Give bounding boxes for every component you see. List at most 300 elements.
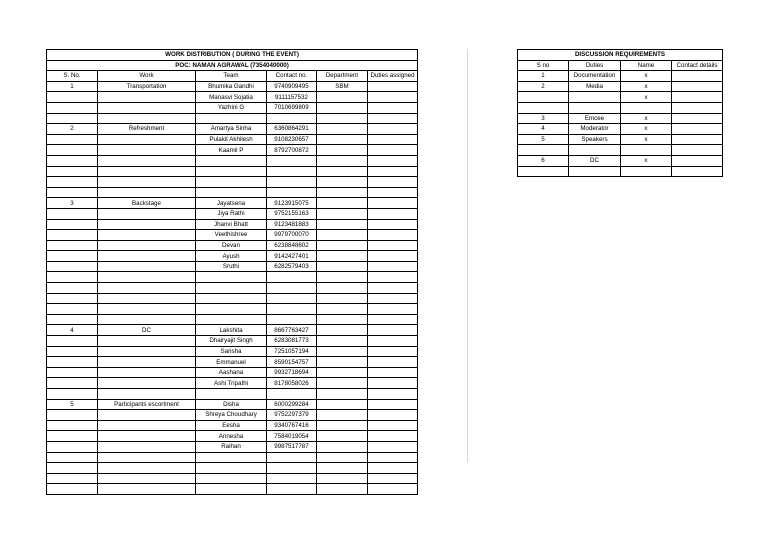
cell-team[interactable]: Shreya Choudhary xyxy=(196,410,267,421)
cell-sno[interactable] xyxy=(47,357,98,368)
cell-work[interactable] xyxy=(98,177,196,188)
cell-work[interactable]: Refreshment xyxy=(98,124,196,135)
cell-duties[interactable] xyxy=(368,155,418,166)
cell-department[interactable] xyxy=(317,357,368,368)
cell-sno[interactable] xyxy=(47,92,98,103)
cell-duties[interactable] xyxy=(368,124,418,135)
cell-team[interactable]: Annesha xyxy=(196,431,267,442)
cell-contact-details[interactable] xyxy=(672,166,723,177)
cell-work[interactable] xyxy=(98,463,196,474)
cell-sno[interactable] xyxy=(47,473,98,484)
cell-sno[interactable] xyxy=(47,251,98,262)
cell-contact-details[interactable] xyxy=(672,134,723,145)
cell-contact[interactable]: 6283081773 xyxy=(267,336,317,347)
cell-contact-details[interactable] xyxy=(672,155,723,166)
cell-sno[interactable]: 3 xyxy=(518,113,569,124)
cell-work[interactable] xyxy=(98,314,196,325)
cell-department[interactable] xyxy=(317,92,368,103)
cell-department[interactable] xyxy=(317,431,368,442)
cell-contact[interactable]: 6282579403 xyxy=(267,261,317,272)
cell-team[interactable] xyxy=(196,272,267,283)
cell-work[interactable] xyxy=(98,357,196,368)
table-row xyxy=(47,124,418,135)
cell-team[interactable]: Veethishree xyxy=(196,230,267,241)
cell-team[interactable] xyxy=(196,155,267,166)
cell-team[interactable] xyxy=(196,177,267,188)
cell-contact[interactable] xyxy=(267,283,317,294)
cell-work[interactable] xyxy=(98,346,196,357)
cell-team[interactable]: Jayatsena xyxy=(196,198,267,209)
cell-team[interactable]: Aashana xyxy=(196,367,267,378)
cell-department[interactable] xyxy=(317,198,368,209)
cell-sno[interactable] xyxy=(47,155,98,166)
cell-team[interactable]: Sarisha xyxy=(196,346,267,357)
cell-sno[interactable] xyxy=(47,304,98,315)
cell-department[interactable] xyxy=(317,177,368,188)
cell-department[interactable] xyxy=(317,463,368,474)
cell-duties[interactable] xyxy=(368,399,418,410)
cell-duties[interactable] xyxy=(368,240,418,251)
cell-department[interactable] xyxy=(317,240,368,251)
table-row xyxy=(518,166,723,177)
cell-sno[interactable] xyxy=(47,314,98,325)
cell-department[interactable] xyxy=(317,399,368,410)
cell-work[interactable] xyxy=(98,166,196,177)
cell-department[interactable] xyxy=(317,272,368,283)
cell-duties[interactable] xyxy=(368,230,418,241)
cell-duties[interactable] xyxy=(368,219,418,230)
header-sno[interactable]: S. No. xyxy=(47,71,98,82)
cell-sno[interactable]: 5 xyxy=(47,399,98,410)
cell-duties[interactable] xyxy=(368,484,418,495)
cell-duties[interactable] xyxy=(368,145,418,156)
cell-contact[interactable]: 9740909495 xyxy=(267,81,317,92)
cell-sno[interactable] xyxy=(47,208,98,219)
cell-work[interactable] xyxy=(98,261,196,272)
cell-work[interactable] xyxy=(98,219,196,230)
cell-duties[interactable] xyxy=(368,134,418,145)
cell-department[interactable] xyxy=(317,389,368,400)
cell-sno[interactable] xyxy=(47,441,98,452)
cell-sno[interactable] xyxy=(47,230,98,241)
table-row xyxy=(518,81,723,92)
cell-contact[interactable] xyxy=(267,187,317,198)
cell-team[interactable] xyxy=(196,113,267,124)
cell-team[interactable] xyxy=(196,166,267,177)
cell-contact[interactable] xyxy=(267,272,317,283)
cell-duties[interactable] xyxy=(368,283,418,294)
table-row xyxy=(518,102,723,113)
cell-sno[interactable] xyxy=(47,113,98,124)
cell-contact[interactable]: 7251057194 xyxy=(267,346,317,357)
cell-duties[interactable] xyxy=(368,357,418,368)
cell-contact[interactable]: 8590154757 xyxy=(267,357,317,368)
cell-team[interactable]: Bhumika Gandhi xyxy=(196,81,267,92)
header-duties[interactable]: Duties xyxy=(569,60,621,71)
table-row xyxy=(47,336,418,347)
cell-duties[interactable] xyxy=(368,187,418,198)
cell-contact[interactable]: 9111157532 xyxy=(267,92,317,103)
cell-contact[interactable]: 6360864291 xyxy=(267,124,317,135)
cell-sno[interactable] xyxy=(518,145,569,156)
cell-work[interactable] xyxy=(98,283,196,294)
cell-name[interactable]: x xyxy=(621,155,672,166)
cell-contact[interactable] xyxy=(267,177,317,188)
cell-department[interactable] xyxy=(317,484,368,495)
cell-contact-details[interactable] xyxy=(672,81,723,92)
cell-sno[interactable] xyxy=(518,102,569,113)
cell-contact[interactable]: 9979700070 xyxy=(267,230,317,241)
cell-department[interactable] xyxy=(317,441,368,452)
cell-department[interactable] xyxy=(317,219,368,230)
cell-duties[interactable] xyxy=(368,431,418,442)
cell-work[interactable]: Backstage xyxy=(98,198,196,209)
cell-team[interactable]: Ayush xyxy=(196,251,267,262)
cell-department[interactable] xyxy=(317,155,368,166)
cell-department[interactable] xyxy=(317,420,368,431)
cell-contact-details[interactable] xyxy=(672,71,723,82)
cell-sno[interactable] xyxy=(47,410,98,421)
cell-sno[interactable] xyxy=(518,92,569,103)
cell-work[interactable] xyxy=(98,187,196,198)
cell-department[interactable] xyxy=(317,102,368,113)
cell-department[interactable] xyxy=(317,304,368,315)
cell-team[interactable] xyxy=(196,389,267,400)
cell-work[interactable] xyxy=(98,410,196,421)
cell-sno[interactable] xyxy=(47,102,98,113)
cell-work[interactable] xyxy=(98,230,196,241)
cell-duties[interactable] xyxy=(368,293,418,304)
cell-duties[interactable] xyxy=(569,102,621,113)
cell-contact[interactable]: 9108230657 xyxy=(267,134,317,145)
cell-team[interactable]: Amartya Sinha xyxy=(196,124,267,135)
cell-team[interactable]: Disha xyxy=(196,399,267,410)
cell-sno[interactable] xyxy=(47,187,98,198)
cell-sno[interactable] xyxy=(47,177,98,188)
cell-duties[interactable] xyxy=(368,389,418,400)
cell-duties[interactable] xyxy=(368,410,418,421)
cell-work[interactable] xyxy=(98,473,196,484)
cell-department[interactable] xyxy=(317,208,368,219)
cell-duties[interactable]: Media xyxy=(569,81,621,92)
header-contact[interactable]: Contact no. xyxy=(267,71,317,82)
table-row xyxy=(47,208,418,219)
cell-department[interactable] xyxy=(317,336,368,347)
cell-department[interactable] xyxy=(317,145,368,156)
cell-duties[interactable] xyxy=(368,304,418,315)
cell-contact-details[interactable] xyxy=(672,92,723,103)
cell-sno[interactable] xyxy=(47,367,98,378)
cell-work[interactable]: DC xyxy=(98,325,196,336)
cell-contact[interactable] xyxy=(267,452,317,463)
cell-work[interactable] xyxy=(98,113,196,124)
cell-department[interactable] xyxy=(317,314,368,325)
cell-duties[interactable] xyxy=(368,81,418,92)
cell-duties[interactable] xyxy=(368,166,418,177)
cell-duties[interactable] xyxy=(368,336,418,347)
table-row xyxy=(47,251,418,262)
cell-duties[interactable] xyxy=(368,92,418,103)
cell-contact-details[interactable] xyxy=(672,145,723,156)
cell-work[interactable] xyxy=(98,441,196,452)
cell-contact[interactable]: 9752297379 xyxy=(267,410,317,421)
cell-duties[interactable] xyxy=(368,367,418,378)
cell-team[interactable]: Yazhini G xyxy=(196,102,267,113)
work-distribution-title[interactable]: WORK DISTRIBUTION ( DURING THE EVENT) xyxy=(47,50,418,61)
cell-duties[interactable] xyxy=(368,261,418,272)
table-title-row xyxy=(518,50,723,61)
cell-department[interactable] xyxy=(317,261,368,272)
cell-team[interactable] xyxy=(196,283,267,294)
cell-contact[interactable] xyxy=(267,473,317,484)
cell-name[interactable] xyxy=(621,166,672,177)
cell-team[interactable]: Ashi Tripathi xyxy=(196,378,267,389)
cell-name[interactable]: x xyxy=(621,92,672,103)
cell-duties[interactable] xyxy=(368,314,418,325)
cell-department[interactable] xyxy=(317,293,368,304)
cell-contact[interactable]: 6238848602 xyxy=(267,240,317,251)
cell-contact[interactable] xyxy=(267,314,317,325)
cell-department[interactable] xyxy=(317,113,368,124)
cell-duties[interactable] xyxy=(569,166,621,177)
cell-sno[interactable] xyxy=(47,452,98,463)
cell-duties[interactable]: Documentation xyxy=(569,71,621,82)
cell-contact[interactable]: 8178058026 xyxy=(267,378,317,389)
cell-team[interactable]: Pulakit Akhilesh xyxy=(196,134,267,145)
cell-work[interactable] xyxy=(98,251,196,262)
poc-label[interactable]: POC: NAMAN AGRAWAL (7354040000) xyxy=(47,60,418,71)
cell-team[interactable]: Dhairyajit Singh xyxy=(196,336,267,347)
cell-sno[interactable] xyxy=(47,283,98,294)
cell-duties[interactable]: DC xyxy=(569,155,621,166)
cell-team[interactable] xyxy=(196,187,267,198)
cell-contact[interactable] xyxy=(267,155,317,166)
cell-duties[interactable]: Speakers xyxy=(569,134,621,145)
cell-sno[interactable] xyxy=(47,240,98,251)
cell-duties[interactable] xyxy=(569,145,621,156)
header-team[interactable]: Team xyxy=(196,71,267,82)
cell-duties[interactable] xyxy=(368,113,418,124)
table-row xyxy=(47,452,418,463)
header-work[interactable]: Work xyxy=(98,71,196,82)
cell-sno[interactable] xyxy=(47,272,98,283)
cell-duties[interactable]: Emcee xyxy=(569,113,621,124)
cell-department[interactable] xyxy=(317,367,368,378)
cell-team[interactable]: Eesha xyxy=(196,420,267,431)
cell-contact[interactable]: 9987517787 xyxy=(267,441,317,452)
cell-department[interactable] xyxy=(317,166,368,177)
cell-work[interactable] xyxy=(98,272,196,283)
cell-contact[interactable]: 9932718694 xyxy=(267,367,317,378)
table-row xyxy=(47,145,418,156)
cell-team[interactable] xyxy=(196,293,267,304)
cell-department[interactable] xyxy=(317,124,368,135)
cell-duties[interactable] xyxy=(368,473,418,484)
cell-contact[interactable] xyxy=(267,484,317,495)
cell-team[interactable] xyxy=(196,314,267,325)
cell-duties[interactable] xyxy=(368,177,418,188)
header-duties[interactable]: Duties assigned xyxy=(368,71,418,82)
cell-work[interactable] xyxy=(98,240,196,251)
cell-work[interactable] xyxy=(98,378,196,389)
cell-duties[interactable] xyxy=(368,463,418,474)
cell-work[interactable] xyxy=(98,336,196,347)
cell-work[interactable] xyxy=(98,145,196,156)
cell-duties[interactable] xyxy=(368,272,418,283)
cell-work[interactable]: Participants escortment xyxy=(98,399,196,410)
cell-department[interactable] xyxy=(317,410,368,421)
cell-department[interactable] xyxy=(317,251,368,262)
cell-department[interactable] xyxy=(317,187,368,198)
cell-duties[interactable] xyxy=(368,251,418,262)
cell-name[interactable]: x xyxy=(621,113,672,124)
cell-name[interactable]: x xyxy=(621,124,672,135)
cell-work[interactable] xyxy=(98,389,196,400)
cell-duties[interactable] xyxy=(368,208,418,219)
cell-department[interactable] xyxy=(317,473,368,484)
cell-sno[interactable] xyxy=(47,389,98,400)
cell-work[interactable] xyxy=(98,92,196,103)
cell-department[interactable] xyxy=(317,346,368,357)
header-sno[interactable]: S no xyxy=(518,60,569,71)
cell-duties[interactable] xyxy=(368,378,418,389)
cell-team[interactable] xyxy=(196,473,267,484)
cell-department[interactable] xyxy=(317,452,368,463)
cell-work[interactable]: Transportation xyxy=(98,81,196,92)
cell-name[interactable]: x xyxy=(621,81,672,92)
cell-duties[interactable] xyxy=(569,92,621,103)
cell-sno[interactable] xyxy=(47,336,98,347)
cell-contact[interactable]: 9752155163 xyxy=(267,208,317,219)
cell-department[interactable] xyxy=(317,325,368,336)
table-row xyxy=(47,92,418,103)
cell-sno[interactable] xyxy=(47,420,98,431)
cell-contact[interactable]: 6000299284 xyxy=(267,399,317,410)
cell-contact[interactable]: 9123481883 xyxy=(267,219,317,230)
cell-work[interactable] xyxy=(98,208,196,219)
cell-sno[interactable]: 6 xyxy=(518,155,569,166)
cell-sno[interactable]: 2 xyxy=(47,124,98,135)
cell-team[interactable]: Lakshita xyxy=(196,325,267,336)
header-name[interactable]: Name xyxy=(621,60,672,71)
cell-team[interactable]: Emmanuel xyxy=(196,357,267,368)
cell-contact[interactable] xyxy=(267,389,317,400)
cell-duties[interactable] xyxy=(368,102,418,113)
cell-contact[interactable] xyxy=(267,293,317,304)
cell-sno[interactable] xyxy=(47,484,98,495)
cell-team[interactable] xyxy=(196,463,267,474)
cell-sno[interactable] xyxy=(518,166,569,177)
cell-contact[interactable]: 9123915075 xyxy=(267,198,317,209)
cell-sno[interactable] xyxy=(47,134,98,145)
cell-contact[interactable] xyxy=(267,113,317,124)
cell-work[interactable] xyxy=(98,134,196,145)
cell-team[interactable]: Kaamil P xyxy=(196,145,267,156)
header-contact-details[interactable]: Contact details xyxy=(672,60,723,71)
cell-sno[interactable] xyxy=(47,463,98,474)
discussion-title[interactable]: DISCUSSION REQUIREMENTS xyxy=(518,50,723,61)
cell-department[interactable] xyxy=(317,283,368,294)
cell-sno[interactable] xyxy=(47,431,98,442)
cell-team[interactable]: Devan xyxy=(196,240,267,251)
cell-sno[interactable]: 2 xyxy=(518,81,569,92)
cell-department[interactable] xyxy=(317,134,368,145)
cell-duties[interactable] xyxy=(368,441,418,452)
cell-team[interactable]: Jiya Rathi xyxy=(196,208,267,219)
cell-sno[interactable] xyxy=(47,378,98,389)
cell-sno[interactable]: 4 xyxy=(47,325,98,336)
cell-contact[interactable]: 8667763427 xyxy=(267,325,317,336)
cell-department[interactable] xyxy=(317,230,368,241)
cell-name[interactable]: x xyxy=(621,134,672,145)
cell-team[interactable]: Raihan xyxy=(196,441,267,452)
cell-contact[interactable] xyxy=(267,463,317,474)
cell-contact[interactable] xyxy=(267,166,317,177)
cell-work[interactable] xyxy=(98,155,196,166)
cell-work[interactable] xyxy=(98,431,196,442)
cell-duties[interactable]: Moderator xyxy=(569,124,621,135)
cell-sno[interactable] xyxy=(47,166,98,177)
cell-contact-details[interactable] xyxy=(672,102,723,113)
cell-work[interactable] xyxy=(98,484,196,495)
cell-contact[interactable] xyxy=(267,304,317,315)
cell-team[interactable]: Sruthi xyxy=(196,261,267,272)
table-row xyxy=(47,219,418,230)
cell-contact[interactable]: 7010699809 xyxy=(267,102,317,113)
cell-sno[interactable] xyxy=(47,261,98,272)
cell-duties[interactable] xyxy=(368,452,418,463)
cell-team[interactable] xyxy=(196,304,267,315)
cell-team[interactable]: Jhanvi Bhatt xyxy=(196,219,267,230)
cell-name[interactable] xyxy=(621,145,672,156)
cell-sno[interactable] xyxy=(47,219,98,230)
cell-department[interactable]: SBM xyxy=(317,81,368,92)
cell-work[interactable] xyxy=(98,420,196,431)
cell-contact[interactable]: 7584019054 xyxy=(267,431,317,442)
cell-sno[interactable]: 1 xyxy=(47,81,98,92)
header-department[interactable]: Department xyxy=(317,71,368,82)
cell-work[interactable] xyxy=(98,293,196,304)
cell-department[interactable] xyxy=(317,378,368,389)
cell-team[interactable] xyxy=(196,452,267,463)
cell-sno[interactable]: 4 xyxy=(518,124,569,135)
cell-contact-details[interactable] xyxy=(672,113,723,124)
cell-name[interactable] xyxy=(621,102,672,113)
cell-contact[interactable]: 8792700872 xyxy=(267,145,317,156)
cell-team[interactable] xyxy=(196,484,267,495)
cell-contact-details[interactable] xyxy=(672,124,723,135)
cell-sno[interactable] xyxy=(47,346,98,357)
cell-work[interactable] xyxy=(98,102,196,113)
cell-team[interactable]: Manasvi Sojatia xyxy=(196,92,267,103)
cell-duties[interactable] xyxy=(368,346,418,357)
cell-sno[interactable] xyxy=(47,293,98,304)
cell-contact[interactable]: 9340767416 xyxy=(267,420,317,431)
cell-work[interactable] xyxy=(98,367,196,378)
cell-duties[interactable] xyxy=(368,198,418,209)
cell-work[interactable] xyxy=(98,304,196,315)
cell-duties[interactable] xyxy=(368,325,418,336)
cell-sno[interactable]: 1 xyxy=(518,71,569,82)
cell-duties[interactable] xyxy=(368,420,418,431)
table-row xyxy=(47,367,418,378)
cell-sno[interactable] xyxy=(47,145,98,156)
cell-name[interactable]: x xyxy=(621,71,672,82)
cell-contact[interactable]: 9142427401 xyxy=(267,251,317,262)
cell-sno[interactable]: 3 xyxy=(47,198,98,209)
cell-sno[interactable]: 5 xyxy=(518,134,569,145)
cell-work[interactable] xyxy=(98,452,196,463)
